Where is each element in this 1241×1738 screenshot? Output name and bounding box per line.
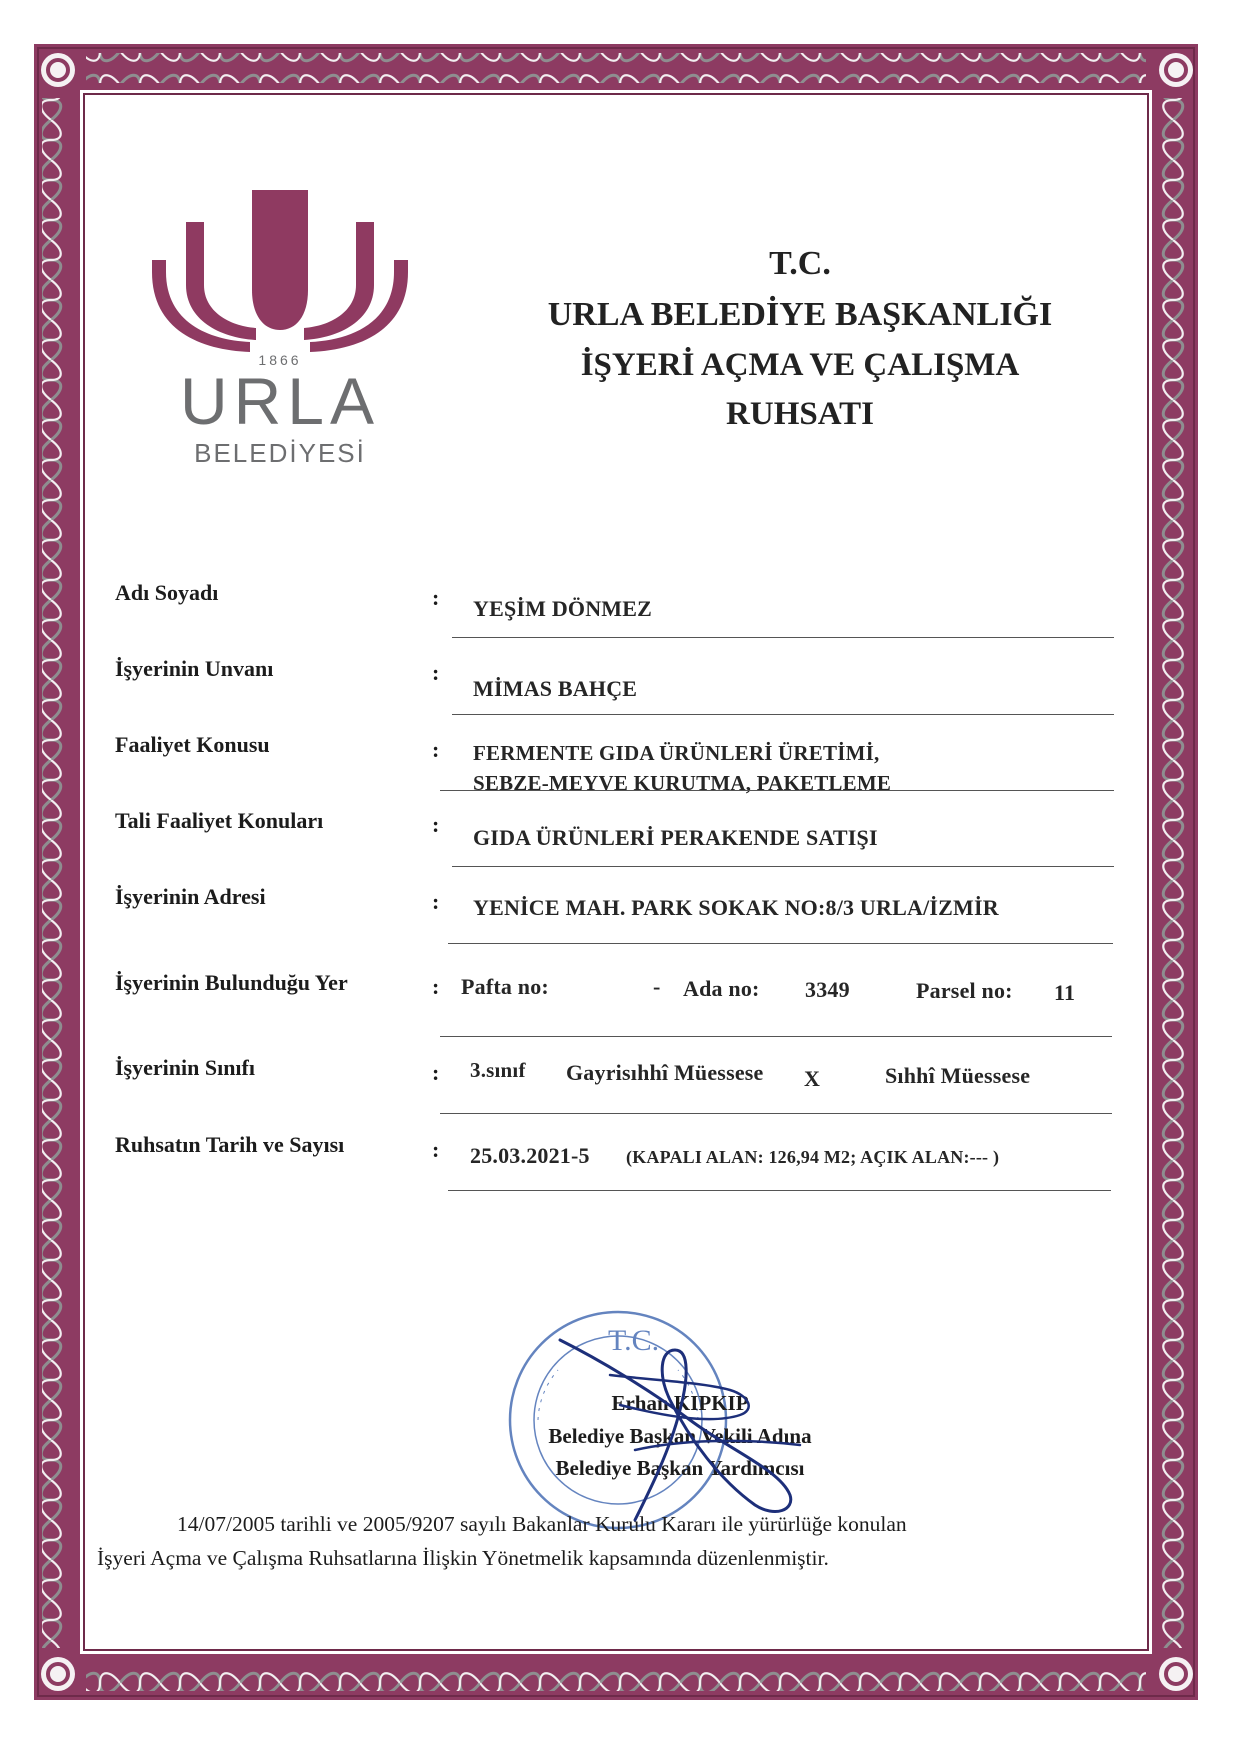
underline (452, 637, 1114, 638)
logo-wordmark: URLA (179, 364, 381, 438)
header-permit-title: İŞYERİ AÇMA VE ÇALIŞMA (580, 347, 1020, 383)
colon: : (432, 812, 440, 837)
header-tc: T.C. (769, 245, 831, 282)
colon: : (432, 974, 440, 999)
pafta-value: - (653, 974, 661, 999)
address-label: İşyerinin Adresi (115, 884, 266, 909)
underline (448, 943, 1113, 944)
underline (440, 1113, 1112, 1114)
stamp-text: T.C. (608, 1324, 660, 1357)
sihhi-label: Sıhhî Müessese (885, 1063, 1031, 1088)
underline (440, 1036, 1112, 1037)
activity-value-line2: SEBZE-MEYVE KURUTMA, PAKETLEME (473, 771, 892, 795)
name-label: Adı Soyadı (115, 580, 219, 605)
title-label: İşyerinin Unvanı (115, 656, 274, 681)
colon: : (432, 737, 440, 762)
colon: : (432, 1137, 440, 1162)
title-value: MİMAS BAHÇE (473, 676, 638, 701)
address-value: YENİCE MAH. PARK SOKAK NO:8/3 URLA/İZMİR (473, 895, 999, 920)
colon: : (432, 585, 440, 610)
colon: : (432, 889, 440, 914)
logo-year: 1866 (258, 352, 302, 368)
class-value: 3.sınıf (470, 1058, 526, 1082)
location-label: İşyerinin Bulunduğu Yer (115, 970, 348, 995)
header-permit-subtitle: RUHSATI (726, 396, 874, 432)
name-value: YEŞİM DÖNMEZ (473, 596, 653, 621)
regulation-note-line2: İşyeri Açma ve Çalışma Ruhsatlarına İlişkin Yönetmelik kapsamında düzenlenmiştir. (97, 1546, 829, 1570)
sub-activity-value: GIDA ÜRÜNLERİ PERAKENDE SATIŞI (473, 825, 878, 850)
underline (448, 1190, 1111, 1191)
activity-label: Faaliyet Konusu (115, 732, 270, 757)
activity-value-line1: FERMENTE GIDA ÜRÜNLERİ ÜRETİMİ, (473, 741, 880, 765)
parsel-value: 11 (1054, 980, 1076, 1005)
underline (452, 866, 1114, 867)
license-value: 25.03.2021-5 (470, 1143, 590, 1168)
class-label: İşyerinin Sınıfı (115, 1055, 255, 1080)
license-label: Ruhsatın Tarih ve Sayısı (115, 1132, 345, 1157)
logo-subtitle: BELEDİYESİ (194, 438, 366, 468)
colon: : (432, 660, 440, 685)
pafta-label: Pafta no: (461, 974, 549, 999)
gayrisihhi-label: Gayrisıhhî Müessese (566, 1060, 764, 1085)
urla-logo-icon (150, 190, 410, 360)
underline (440, 790, 1114, 791)
signatory-line2: Belediye Başkan Vekili Adına (548, 1424, 812, 1448)
header-municipality: URLA BELEDİYE BAŞKANLIĞI (547, 296, 1053, 333)
ada-value: 3349 (805, 977, 850, 1002)
signatory-line3: Belediye Başkan Yardımcısı (555, 1456, 805, 1480)
ada-label: Ada no: (683, 976, 760, 1001)
underline (452, 714, 1114, 715)
sub-activity-label: Tali Faaliyet Konuları (115, 808, 324, 833)
colon: : (432, 1060, 440, 1085)
urla-logo (150, 190, 410, 480)
regulation-note-line1: 14/07/2005 tarihli ve 2005/9207 sayılı Bakanlar Kurulu Kararı ile yürürlüğe konulan (177, 1512, 907, 1536)
license-area-note: (KAPALI ALAN: 126,94 M2; AÇIK ALAN:--- ) (626, 1147, 1000, 1167)
signatory-name: Erhan KIPKIP (611, 1391, 749, 1415)
gayrisihhi-mark: X (804, 1066, 821, 1091)
parsel-label: Parsel no: (916, 978, 1013, 1003)
regulation-note (97, 1507, 1107, 1575)
